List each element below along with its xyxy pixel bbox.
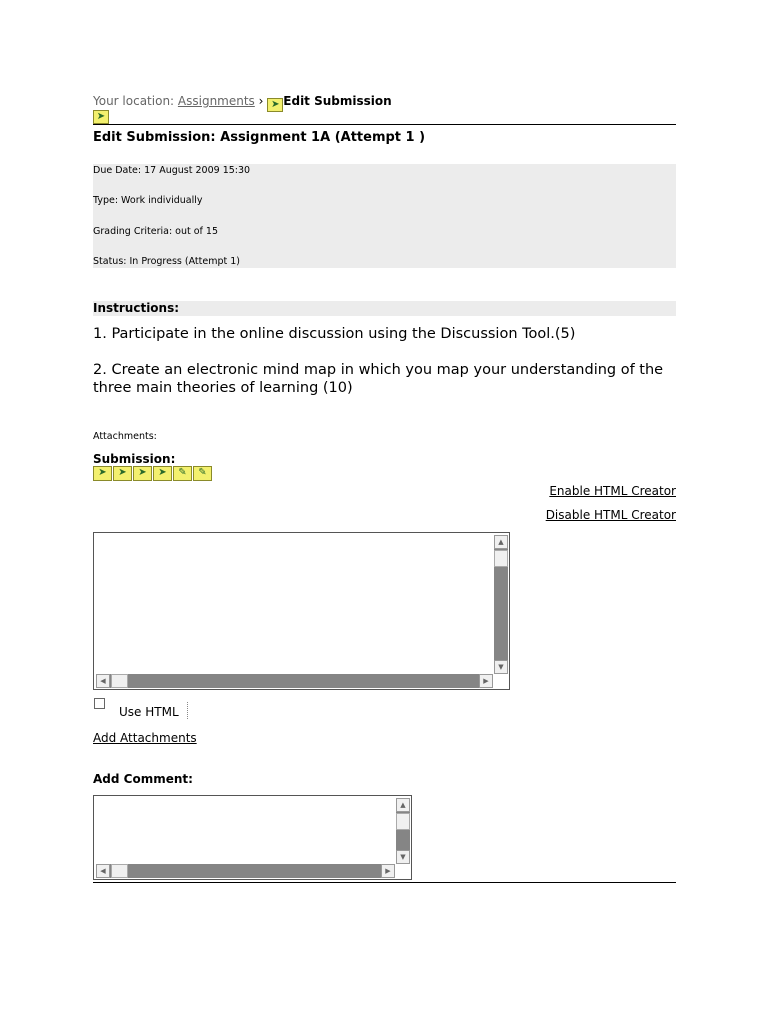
comment-textarea[interactable] bbox=[93, 795, 412, 880]
scroll-down-icon[interactable]: ▼ bbox=[494, 660, 508, 674]
divider-bottom bbox=[93, 882, 676, 883]
scroll-thumb-h[interactable] bbox=[111, 864, 128, 878]
toolbar-action-icon[interactable]: ➤ bbox=[113, 466, 132, 481]
divider-top bbox=[93, 124, 676, 125]
breadcrumb bbox=[93, 94, 392, 112]
due-date: Due Date: 17 August 2009 15:30 bbox=[93, 165, 251, 176]
instruction-item-2: 2. Create an electronic mind map in which you map your understanding of the three main theories of learning (10) bbox=[93, 362, 664, 396]
scroll-down-icon[interactable]: ▼ bbox=[396, 850, 410, 864]
toolbar-pencil-icon[interactable]: ✎ bbox=[193, 466, 212, 481]
toolbar-action-icon[interactable]: ➤ bbox=[133, 466, 152, 481]
submission-heading: Submission: bbox=[93, 452, 176, 466]
use-html-checkbox[interactable] bbox=[94, 698, 105, 709]
status: Status: In Progress (Attempt 1) bbox=[93, 256, 241, 267]
editor-toolbar bbox=[93, 466, 212, 481]
focus-divider bbox=[187, 702, 189, 719]
scroll-thumb-h[interactable] bbox=[111, 674, 128, 688]
scroll-thumb-v[interactable] bbox=[396, 813, 410, 830]
toolbar-pencil-icon[interactable]: ✎ bbox=[173, 466, 192, 481]
toolbar-action-icon[interactable]: ➤ bbox=[93, 466, 112, 481]
scroll-left-icon[interactable]: ◀ bbox=[96, 674, 110, 688]
assignment-meta bbox=[93, 164, 676, 268]
instruction-item-1: 1. Participate in the online discussion using the Discussion Tool.(5) bbox=[93, 326, 576, 342]
edit-icon-secondary[interactable]: ➤ bbox=[93, 110, 109, 124]
breadcrumb-prefix: Your location: bbox=[93, 94, 178, 108]
assignment-type: Type: Work individually bbox=[93, 195, 203, 206]
submission-hscroll[interactable] bbox=[96, 674, 493, 688]
comment-hscroll[interactable] bbox=[96, 864, 395, 878]
scroll-right-icon[interactable]: ▶ bbox=[381, 864, 395, 878]
attachments-label: Attachments: bbox=[93, 431, 157, 442]
breadcrumb-assignments-link[interactable]: Assignments bbox=[177, 94, 255, 108]
add-comment-heading: Add Comment: bbox=[93, 772, 193, 786]
disable-html-creator-link[interactable]: Disable HTML Creator bbox=[545, 508, 676, 522]
instructions-heading: Instructions: bbox=[93, 301, 676, 316]
submission-textarea[interactable] bbox=[93, 532, 510, 690]
enable-html-creator-link[interactable]: Enable HTML Creator bbox=[549, 484, 676, 498]
edit-icon: ➤ bbox=[267, 98, 283, 112]
scroll-right-icon[interactable]: ▶ bbox=[479, 674, 493, 688]
scroll-up-icon[interactable]: ▲ bbox=[396, 798, 410, 812]
submission-vscroll[interactable] bbox=[494, 535, 508, 674]
toolbar-action-icon[interactable]: ➤ bbox=[153, 466, 172, 481]
page-title: Edit Submission: Assignment 1A (Attempt 1 ) bbox=[93, 130, 426, 145]
scroll-thumb-v[interactable] bbox=[494, 550, 508, 567]
add-attachments-link[interactable]: Add Attachments bbox=[93, 731, 197, 745]
use-html-label: Use HTML bbox=[119, 705, 179, 719]
scroll-up-icon[interactable]: ▲ bbox=[494, 535, 508, 549]
comment-vscroll[interactable] bbox=[396, 798, 410, 864]
breadcrumb-current: Edit Submission bbox=[283, 94, 392, 108]
scroll-left-icon[interactable]: ◀ bbox=[96, 864, 110, 878]
grading-criteria: Grading Criteria: out of 15 bbox=[93, 226, 219, 237]
breadcrumb-separator: › bbox=[258, 94, 264, 108]
